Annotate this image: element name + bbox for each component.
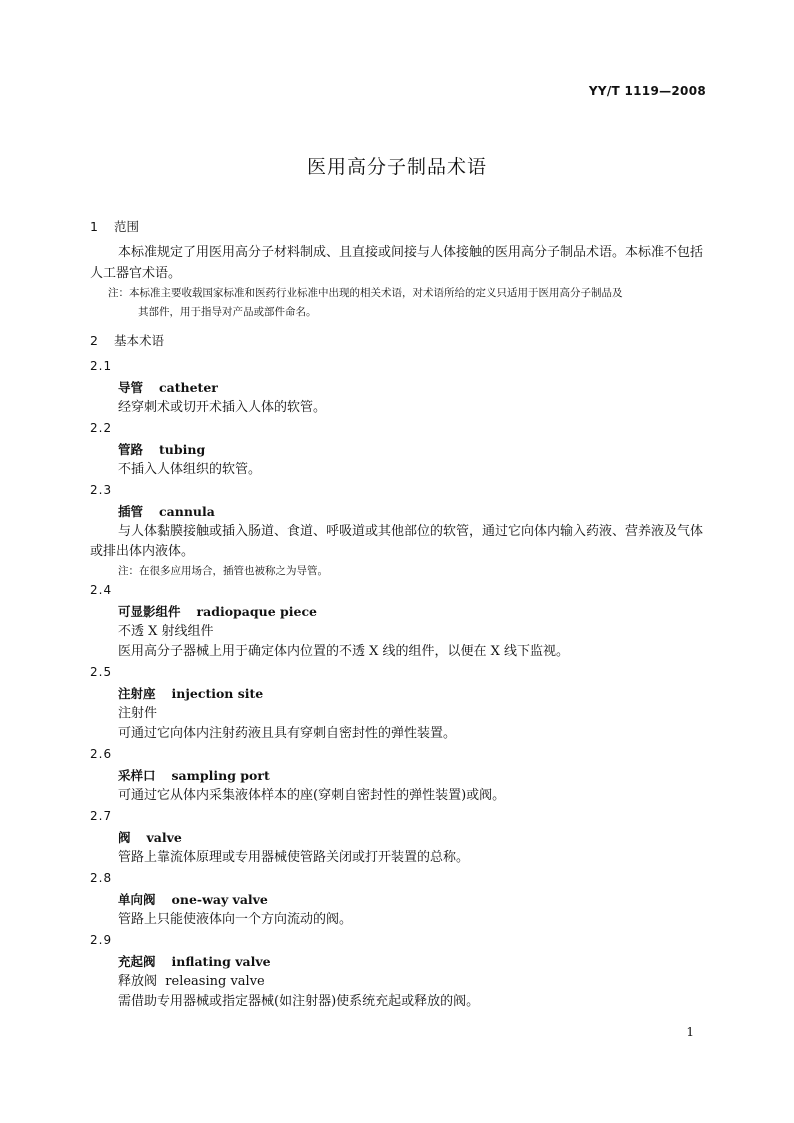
- term-heading: [90, 439, 705, 460]
- note-prefix: 注：: [108, 287, 129, 299]
- term-number: 2.5: [90, 665, 113, 679]
- term-heading: [90, 501, 705, 522]
- term-en: one-way valve: [171, 892, 268, 907]
- term-heading: [90, 765, 705, 786]
- term-zh: 插管: [118, 504, 144, 519]
- term-en: valve: [146, 830, 182, 845]
- term-zh: 可显影组件: [118, 604, 181, 619]
- scope-note: [90, 284, 705, 303]
- term-definition: 管路上靠流体原理或专用器械使管路关闭或打开装置的总称。: [118, 850, 470, 865]
- term-en: injection site: [171, 686, 264, 701]
- scope-note-continuation: 其部件，用于指导对产品或部件命名。: [138, 306, 317, 318]
- term-number: 2.9: [90, 933, 113, 947]
- term-note: 注：在很多应用场合，插管也被称之为导管。: [118, 565, 328, 577]
- section-number: 1: [90, 219, 98, 234]
- term-zh: 阀: [118, 830, 131, 845]
- term-en: catheter: [159, 380, 218, 395]
- term-definition: 与人体黏膜接触或插入肠道、食道、呼吸道或其他部位的软管，通过它向体内输入药液、营养液及气体或排出体内液体。: [90, 524, 704, 559]
- standard-code: YY/T 1119—2008: [588, 84, 706, 98]
- term-definition: 不插入人体组织的软管。: [118, 462, 262, 477]
- term-zh: 充起阀: [118, 954, 156, 969]
- term-zh: 管路: [118, 442, 144, 457]
- term-heading: [90, 601, 705, 622]
- term-heading: [90, 827, 705, 848]
- term-definition: 管路上只能使液体向一个方向流动的阀。: [118, 912, 353, 927]
- term-zh: 导管: [118, 380, 144, 395]
- section-title: 基本术语: [114, 333, 165, 348]
- term-number: 2.7: [90, 809, 113, 823]
- term-definition: 需借助专用器械或指定器械(如注射器)使系统充起或释放的阀。: [118, 994, 480, 1009]
- document-title: 医用高分子制品术语: [306, 156, 487, 178]
- term-definition: 医用高分子器械上用于确定体内位置的不透 X 线的组件，以便在 X 线下监视。: [118, 644, 570, 659]
- page-number: 1: [686, 1025, 694, 1039]
- term-en: sampling port: [171, 768, 270, 783]
- term-alternative: [90, 972, 705, 992]
- term-en: radiopaque piece: [196, 604, 318, 619]
- section-number: 2: [90, 333, 98, 348]
- note-text: 本标准主要收载国家标准和医药行业标准中出现的相关术语，对术语所给的定义只适用于医用高分子制品及: [129, 287, 623, 299]
- term-en: tubing: [159, 442, 206, 457]
- term-alternative: 注射件: [118, 706, 158, 721]
- term-number: 2.4: [90, 583, 113, 597]
- term-definition: 可通过它向体内注射药液且具有穿刺自密封性的弹性装置。: [118, 726, 457, 741]
- section-heading-scope: [90, 216, 705, 238]
- scope-paragraph: 本标准规定了用医用高分子材料制成、且直接或间接与人体接触的医用高分子制品术语。本标准不包括人工器官术语。: [90, 245, 704, 281]
- term-zh: 注射座: [118, 686, 156, 701]
- term-en: cannula: [159, 504, 215, 519]
- term-zh: 采样口: [118, 768, 156, 783]
- term-number: 2.2: [90, 421, 113, 435]
- term-heading: [90, 951, 705, 972]
- term-alt-en: releasing valve: [165, 974, 265, 989]
- term-number: 2.3: [90, 483, 113, 497]
- term-alt-zh: 释放阀: [118, 974, 158, 989]
- term-number: 2.1: [90, 359, 113, 373]
- term-number: 2.8: [90, 871, 113, 885]
- term-en: inflating valve: [171, 954, 271, 969]
- term-number: 2.6: [90, 747, 113, 761]
- term-definition: 经穿刺术或切开术插入人体的软管。: [118, 400, 327, 415]
- term-definition: 可通过它从体内采集液体样本的座(穿刺自密封性的弹性装置)或阀。: [118, 788, 506, 803]
- term-heading: [90, 683, 705, 704]
- document-body: [90, 216, 705, 1012]
- term-alternative: 不透 X 射线组件: [118, 624, 214, 639]
- term-heading: [90, 377, 705, 398]
- term-zh: 单向阀: [118, 892, 156, 907]
- section-title: 范围: [114, 219, 140, 234]
- term-heading: [90, 889, 705, 910]
- section-heading-basic-terms: [90, 330, 705, 352]
